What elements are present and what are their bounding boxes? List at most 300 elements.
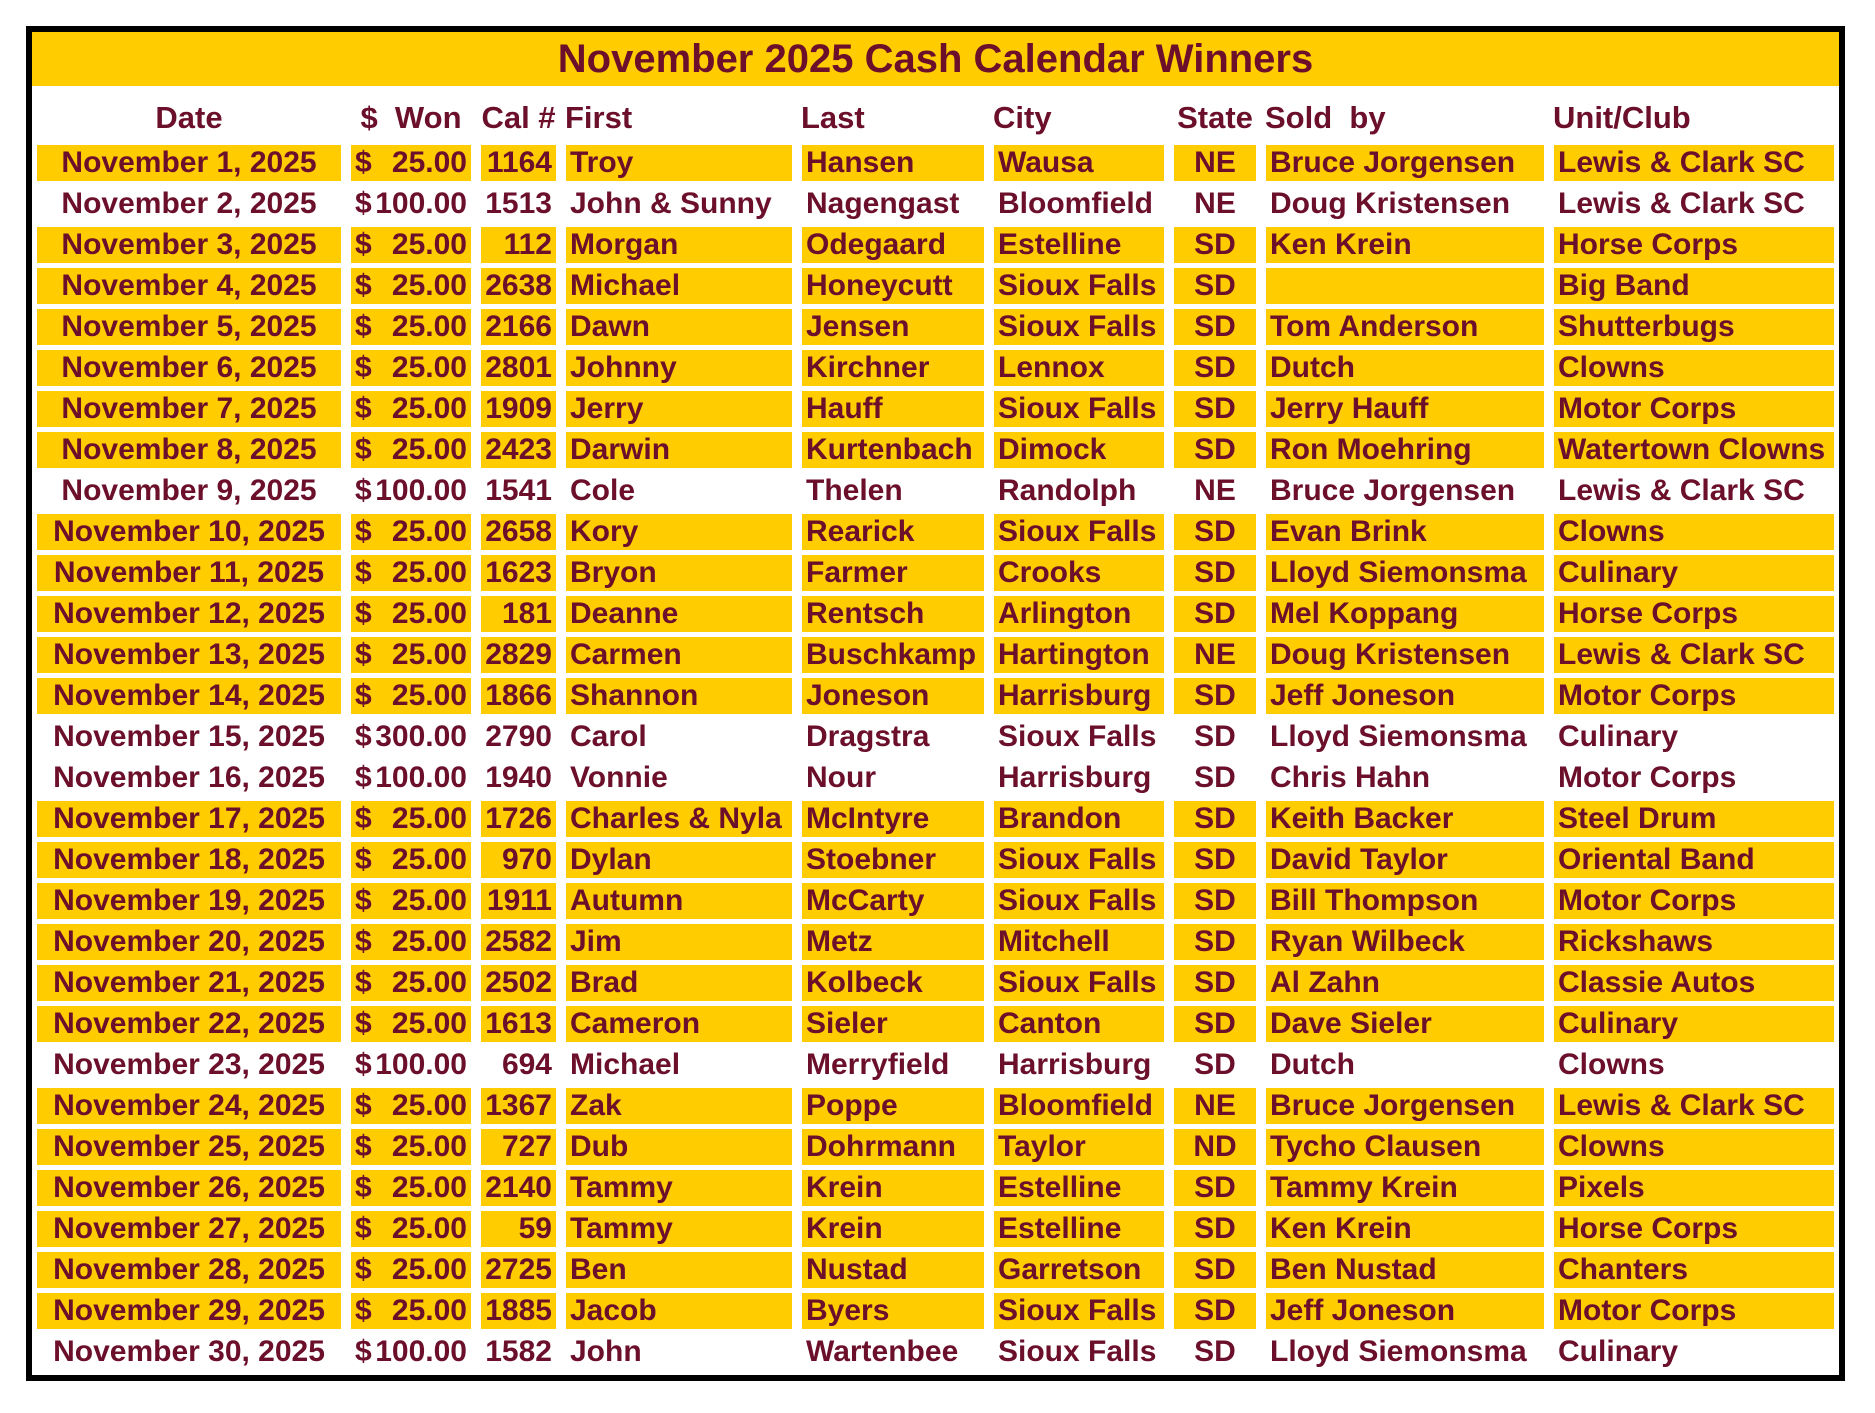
cell-state: SD [1169, 678, 1261, 714]
cell-cal-number: 112 [476, 227, 561, 263]
cell-unit-club: Oriental Band [1549, 842, 1839, 878]
cell-state: SD [1169, 432, 1261, 468]
cell-amount [346, 760, 476, 796]
winners-table [32, 91, 1839, 1375]
amount-value: 25.00 [391, 1007, 467, 1040]
table-row [32, 145, 1839, 181]
cell-date: November 19, 2025 [32, 883, 346, 919]
currency-symbol: $ [355, 1335, 372, 1368]
table-row [32, 1293, 1839, 1329]
cell-first-name: Brad [561, 965, 797, 1001]
cell-amount [346, 1334, 476, 1370]
cell-date: November 1, 2025 [32, 145, 346, 181]
cell-unit-club: Clowns [1549, 514, 1839, 550]
cell-last-name: McCarty [797, 883, 989, 919]
currency-symbol: $ [355, 351, 372, 384]
cell-last-name: Rearick [797, 514, 989, 550]
table-row [32, 637, 1839, 673]
currency-symbol: $ [355, 556, 372, 589]
amount-value: 25.00 [391, 679, 467, 712]
cell-state: SD [1169, 801, 1261, 837]
amount-value: 25.00 [391, 310, 467, 343]
cell-date: November 3, 2025 [32, 227, 346, 263]
cell-amount [346, 1006, 476, 1042]
cell-first-name: Michael [561, 1047, 797, 1083]
cell-unit-club: Lewis & Clark SC [1549, 473, 1839, 509]
table-row [32, 678, 1839, 714]
cell-unit-club: Clowns [1549, 1129, 1839, 1165]
currency-symbol: $ [355, 187, 372, 220]
cell-last-name: Honeycutt [797, 268, 989, 304]
cell-unit-club: Clowns [1549, 350, 1839, 386]
cell-amount [346, 391, 476, 427]
cell-amount [346, 432, 476, 468]
cell-city: Harrisburg [989, 760, 1169, 796]
cell-date: November 4, 2025 [32, 268, 346, 304]
cell-amount [346, 637, 476, 673]
cell-last-name: Nustad [797, 1252, 989, 1288]
cell-cal-number: 2790 [476, 719, 561, 755]
cell-state: SD [1169, 1006, 1261, 1042]
currency-symbol: $ [355, 966, 372, 999]
cell-sold-by: Jerry Hauff [1261, 391, 1549, 427]
cell-sold-by: Dutch [1261, 1047, 1549, 1083]
amount-value: 100.00 [375, 1335, 467, 1368]
amount-value: 25.00 [391, 228, 467, 261]
cell-state: NE [1169, 637, 1261, 673]
cell-last-name: Farmer [797, 555, 989, 591]
cell-first-name: Dawn [561, 309, 797, 345]
cell-cal-number: 2582 [476, 924, 561, 960]
cell-cal-number: 181 [476, 596, 561, 632]
cell-sold-by: Ryan Wilbeck [1261, 924, 1549, 960]
cell-cal-number: 1726 [476, 801, 561, 837]
cell-last-name: Kirchner [797, 350, 989, 386]
cell-city: Dimock [989, 432, 1169, 468]
cell-city: Sioux Falls [989, 883, 1169, 919]
cell-sold-by: Lloyd Siemonsma [1261, 719, 1549, 755]
amount-value: 100.00 [375, 474, 467, 507]
cell-cal-number: 1866 [476, 678, 561, 714]
cell-state: SD [1169, 1211, 1261, 1247]
cell-city: Estelline [989, 1211, 1169, 1247]
header-sold-by: Sold by [1265, 100, 1386, 135]
cell-amount [346, 1129, 476, 1165]
currency-symbol: $ [355, 1294, 372, 1327]
cell-sold-by: Dutch [1261, 350, 1549, 386]
cell-unit-club: Horse Corps [1549, 227, 1839, 263]
cell-cal-number: 2502 [476, 965, 561, 1001]
cell-sold-by: Doug Kristensen [1261, 637, 1549, 673]
cell-first-name: Tammy [561, 1170, 797, 1206]
cell-date: November 14, 2025 [32, 678, 346, 714]
cell-cal-number: 1582 [476, 1334, 561, 1370]
cell-last-name: Metz [797, 924, 989, 960]
table-row [32, 473, 1839, 509]
currency-symbol: $ [355, 1089, 372, 1122]
cell-cal-number: 727 [476, 1129, 561, 1165]
cell-last-name: McIntyre [797, 801, 989, 837]
currency-symbol: $ [355, 146, 372, 179]
amount-value: 25.00 [391, 802, 467, 835]
currency-symbol: $ [355, 1253, 372, 1286]
cell-first-name: Michael [561, 268, 797, 304]
cell-first-name: Jerry [561, 391, 797, 427]
cell-amount [346, 596, 476, 632]
cell-date: November 24, 2025 [32, 1088, 346, 1124]
cell-cal-number: 2140 [476, 1170, 561, 1206]
cell-last-name: Poppe [797, 1088, 989, 1124]
cell-amount [346, 1170, 476, 1206]
cell-last-name: Dohrmann [797, 1129, 989, 1165]
table-row [32, 555, 1839, 591]
cell-city: Sioux Falls [989, 1334, 1169, 1370]
cell-state: SD [1169, 924, 1261, 960]
cell-city: Harrisburg [989, 1047, 1169, 1083]
cell-unit-club: Chanters [1549, 1252, 1839, 1288]
amount-value: 100.00 [375, 1048, 467, 1081]
cell-cal-number: 1613 [476, 1006, 561, 1042]
cell-cal-number: 2725 [476, 1252, 561, 1288]
amount-value: 25.00 [391, 1171, 467, 1204]
cell-first-name: Shannon [561, 678, 797, 714]
cell-last-name: Joneson [797, 678, 989, 714]
cell-state: SD [1169, 227, 1261, 263]
currency-symbol: $ [355, 1171, 372, 1204]
cell-state: SD [1169, 514, 1261, 550]
cell-first-name: Jim [561, 924, 797, 960]
cell-sold-by: Bill Thompson [1261, 883, 1549, 919]
amount-value: 25.00 [391, 925, 467, 958]
cell-date: November 6, 2025 [32, 350, 346, 386]
cell-date: November 22, 2025 [32, 1006, 346, 1042]
cell-state: NE [1169, 473, 1261, 509]
cell-first-name: Troy [561, 145, 797, 181]
cell-date: November 13, 2025 [32, 637, 346, 673]
cell-unit-club: Horse Corps [1549, 596, 1839, 632]
cell-first-name: Kory [561, 514, 797, 550]
cell-unit-club: Steel Drum [1549, 801, 1839, 837]
cell-amount [346, 1047, 476, 1083]
cell-sold-by: Bruce Jorgensen [1261, 145, 1549, 181]
cell-cal-number: 2801 [476, 350, 561, 386]
cell-first-name: Cameron [561, 1006, 797, 1042]
cell-city: Bloomfield [989, 186, 1169, 222]
cell-date: November 16, 2025 [32, 760, 346, 796]
header-city: City [993, 100, 1052, 135]
cell-state: SD [1169, 309, 1261, 345]
cell-first-name: John & Sunny [561, 186, 797, 222]
currency-symbol: $ [355, 1212, 372, 1245]
amount-value: 25.00 [391, 515, 467, 548]
cell-unit-club: Culinary [1549, 719, 1839, 755]
header-date: Date [155, 100, 223, 135]
currency-symbol: $ [355, 392, 372, 425]
cell-first-name: Zak [561, 1088, 797, 1124]
cell-date: November 7, 2025 [32, 391, 346, 427]
cell-date: November 18, 2025 [32, 842, 346, 878]
page-title: November 2025 Cash Calendar Winners [32, 32, 1839, 86]
cell-date: November 28, 2025 [32, 1252, 346, 1288]
currency-symbol: $ [355, 433, 372, 466]
cell-cal-number: 1164 [476, 145, 561, 181]
cell-last-name: Stoebner [797, 842, 989, 878]
amount-value: 25.00 [391, 843, 467, 876]
cell-first-name: Dylan [561, 842, 797, 878]
cell-sold-by: Bruce Jorgensen [1261, 1088, 1549, 1124]
cell-cal-number: 1541 [476, 473, 561, 509]
table-row [32, 1047, 1839, 1083]
cell-last-name: Jensen [797, 309, 989, 345]
cell-unit-club: Pixels [1549, 1170, 1839, 1206]
cell-unit-club: Motor Corps [1549, 1293, 1839, 1329]
cell-last-name: Odegaard [797, 227, 989, 263]
header-state: State [1177, 100, 1253, 135]
cell-state: SD [1169, 1170, 1261, 1206]
cell-date: November 20, 2025 [32, 924, 346, 960]
cell-city: Estelline [989, 227, 1169, 263]
cell-date: November 23, 2025 [32, 1047, 346, 1083]
cell-unit-club: Culinary [1549, 1334, 1839, 1370]
cell-unit-club: Culinary [1549, 1006, 1839, 1042]
cell-state: NE [1169, 145, 1261, 181]
cell-amount [346, 924, 476, 960]
cell-sold-by: Jeff Joneson [1261, 1293, 1549, 1329]
amount-value: 300.00 [375, 720, 467, 753]
cell-sold-by: Doug Kristensen [1261, 186, 1549, 222]
table-row [32, 801, 1839, 837]
winners-sheet [26, 26, 1845, 1381]
cell-state: SD [1169, 719, 1261, 755]
cell-unit-club: Motor Corps [1549, 391, 1839, 427]
cell-amount [346, 883, 476, 919]
cell-unit-club: Classie Autos [1549, 965, 1839, 1001]
cell-date: November 8, 2025 [32, 432, 346, 468]
amount-value: 25.00 [391, 1089, 467, 1122]
cell-unit-club: Lewis & Clark SC [1549, 186, 1839, 222]
cell-sold-by: Lloyd Siemonsma [1261, 555, 1549, 591]
cell-first-name: Bryon [561, 555, 797, 591]
cell-date: November 27, 2025 [32, 1211, 346, 1247]
cell-state: NE [1169, 1088, 1261, 1124]
cell-amount [346, 309, 476, 345]
table-row [32, 1129, 1839, 1165]
cell-cal-number: 1513 [476, 186, 561, 222]
cell-city: Brandon [989, 801, 1169, 837]
cell-last-name: Kolbeck [797, 965, 989, 1001]
currency-symbol: $ [355, 679, 372, 712]
currency-symbol: $ [355, 802, 372, 835]
amount-value: 25.00 [391, 884, 467, 917]
cell-amount [346, 1211, 476, 1247]
table-row [32, 1211, 1839, 1247]
cell-amount [346, 473, 476, 509]
currency-symbol: $ [355, 1007, 372, 1040]
cell-date: November 25, 2025 [32, 1129, 346, 1165]
cell-state: SD [1169, 1047, 1261, 1083]
cell-last-name: Rentsch [797, 596, 989, 632]
cell-first-name: Autumn [561, 883, 797, 919]
cell-first-name: Morgan [561, 227, 797, 263]
cell-first-name: Cole [561, 473, 797, 509]
cell-city: Sioux Falls [989, 1293, 1169, 1329]
table-row [32, 1252, 1839, 1288]
cell-unit-club: Shutterbugs [1549, 309, 1839, 345]
cell-sold-by: Mel Koppang [1261, 596, 1549, 632]
cell-cal-number: 59 [476, 1211, 561, 1247]
cell-cal-number: 1911 [476, 883, 561, 919]
cell-last-name: Buschkamp [797, 637, 989, 673]
cell-last-name: Byers [797, 1293, 989, 1329]
cell-date: November 11, 2025 [32, 555, 346, 591]
cell-cal-number: 2829 [476, 637, 561, 673]
cell-unit-club: Watertown Clowns [1549, 432, 1839, 468]
amount-value: 25.00 [391, 351, 467, 384]
cell-state: SD [1169, 842, 1261, 878]
header-cal: Cal # [481, 100, 556, 135]
currency-symbol: $ [355, 515, 372, 548]
currency-symbol: $ [355, 474, 372, 507]
amount-value: 25.00 [391, 1212, 467, 1245]
cell-last-name: Kurtenbach [797, 432, 989, 468]
cell-state: NE [1169, 186, 1261, 222]
cell-amount [346, 801, 476, 837]
cell-state: SD [1169, 760, 1261, 796]
amount-value: 25.00 [391, 556, 467, 589]
cell-first-name: Ben [561, 1252, 797, 1288]
header-unit: Unit/Club [1553, 100, 1691, 135]
cell-first-name: Johnny [561, 350, 797, 386]
cell-unit-club: Rickshaws [1549, 924, 1839, 960]
amount-value: 25.00 [391, 597, 467, 630]
currency-symbol: $ [355, 1048, 372, 1081]
cell-sold-by: Tycho Clausen [1261, 1129, 1549, 1165]
cell-last-name: Nagengast [797, 186, 989, 222]
cell-sold-by [1261, 268, 1549, 304]
table-row [32, 268, 1839, 304]
amount-value: 25.00 [391, 966, 467, 999]
cell-first-name: Jacob [561, 1293, 797, 1329]
amount-value: 25.00 [391, 392, 467, 425]
cell-first-name: Carol [561, 719, 797, 755]
amount-value: 25.00 [391, 146, 467, 179]
cell-cal-number: 2658 [476, 514, 561, 550]
cell-amount [346, 514, 476, 550]
cell-amount [346, 350, 476, 386]
cell-sold-by: Dave Sieler [1261, 1006, 1549, 1042]
cell-sold-by: David Taylor [1261, 842, 1549, 878]
cell-cal-number: 2166 [476, 309, 561, 345]
cell-city: Sioux Falls [989, 309, 1169, 345]
currency-symbol: $ [355, 597, 372, 630]
amount-value: 25.00 [391, 1294, 467, 1327]
amount-value: 100.00 [375, 761, 467, 794]
cell-sold-by: Keith Backer [1261, 801, 1549, 837]
cell-city: Wausa [989, 145, 1169, 181]
cell-city: Sioux Falls [989, 391, 1169, 427]
cell-unit-club: Lewis & Clark SC [1549, 145, 1839, 181]
cell-state: SD [1169, 1252, 1261, 1288]
cell-date: November 5, 2025 [32, 309, 346, 345]
cell-last-name: Wartenbee [797, 1334, 989, 1370]
cell-unit-club: Culinary [1549, 555, 1839, 591]
cell-city: Hartington [989, 637, 1169, 673]
cell-sold-by: Chris Hahn [1261, 760, 1549, 796]
table-row [32, 391, 1839, 427]
table-row [32, 1088, 1839, 1124]
cell-cal-number: 694 [476, 1047, 561, 1083]
cell-cal-number: 1909 [476, 391, 561, 427]
currency-symbol: $ [355, 925, 372, 958]
cell-sold-by: Evan Brink [1261, 514, 1549, 550]
currency-symbol: $ [355, 269, 372, 302]
cell-date: November 26, 2025 [32, 1170, 346, 1206]
cell-sold-by: Ken Krein [1261, 227, 1549, 263]
cell-unit-club: Lewis & Clark SC [1549, 637, 1839, 673]
cell-first-name: Carmen [561, 637, 797, 673]
cell-amount [346, 842, 476, 878]
cell-first-name: Darwin [561, 432, 797, 468]
table-row [32, 883, 1839, 919]
cell-last-name: Hauff [797, 391, 989, 427]
currency-symbol: $ [355, 720, 372, 753]
cell-city: Lennox [989, 350, 1169, 386]
table-row [32, 924, 1839, 960]
cell-unit-club: Big Band [1549, 268, 1839, 304]
cell-amount [346, 1088, 476, 1124]
header-last: Last [801, 100, 865, 135]
cell-cal-number: 1885 [476, 1293, 561, 1329]
cell-cal-number: 2423 [476, 432, 561, 468]
cell-date: November 15, 2025 [32, 719, 346, 755]
cell-sold-by: Ron Moehring [1261, 432, 1549, 468]
cell-last-name: Thelen [797, 473, 989, 509]
header-first: First [565, 100, 633, 135]
cell-date: November 2, 2025 [32, 186, 346, 222]
cell-state: SD [1169, 965, 1261, 1001]
cell-unit-club: Horse Corps [1549, 1211, 1839, 1247]
cell-amount [346, 145, 476, 181]
cell-city: Estelline [989, 1170, 1169, 1206]
cell-city: Crooks [989, 555, 1169, 591]
header-row [32, 96, 1839, 140]
cell-city: Harrisburg [989, 678, 1169, 714]
currency-symbol: $ [355, 761, 372, 794]
cell-last-name: Merryfield [797, 1047, 989, 1083]
cell-city: Sioux Falls [989, 514, 1169, 550]
cell-amount [346, 555, 476, 591]
cell-last-name: Nour [797, 760, 989, 796]
cell-first-name: Charles & Nyla [561, 801, 797, 837]
cell-state: SD [1169, 268, 1261, 304]
cell-city: Sioux Falls [989, 268, 1169, 304]
cell-sold-by: Al Zahn [1261, 965, 1549, 1001]
table-row [32, 760, 1839, 796]
cell-first-name: Deanne [561, 596, 797, 632]
cell-amount [346, 1252, 476, 1288]
cell-cal-number: 1940 [476, 760, 561, 796]
cell-first-name: Dub [561, 1129, 797, 1165]
cell-first-name: Tammy [561, 1211, 797, 1247]
cell-date: November 30, 2025 [32, 1334, 346, 1370]
header-won: $ Won [360, 100, 462, 135]
cell-last-name: Hansen [797, 145, 989, 181]
table-row [32, 719, 1839, 755]
cell-sold-by: Ben Nustad [1261, 1252, 1549, 1288]
cell-date: November 9, 2025 [32, 473, 346, 509]
cell-amount [346, 678, 476, 714]
cell-sold-by: Jeff Joneson [1261, 678, 1549, 714]
